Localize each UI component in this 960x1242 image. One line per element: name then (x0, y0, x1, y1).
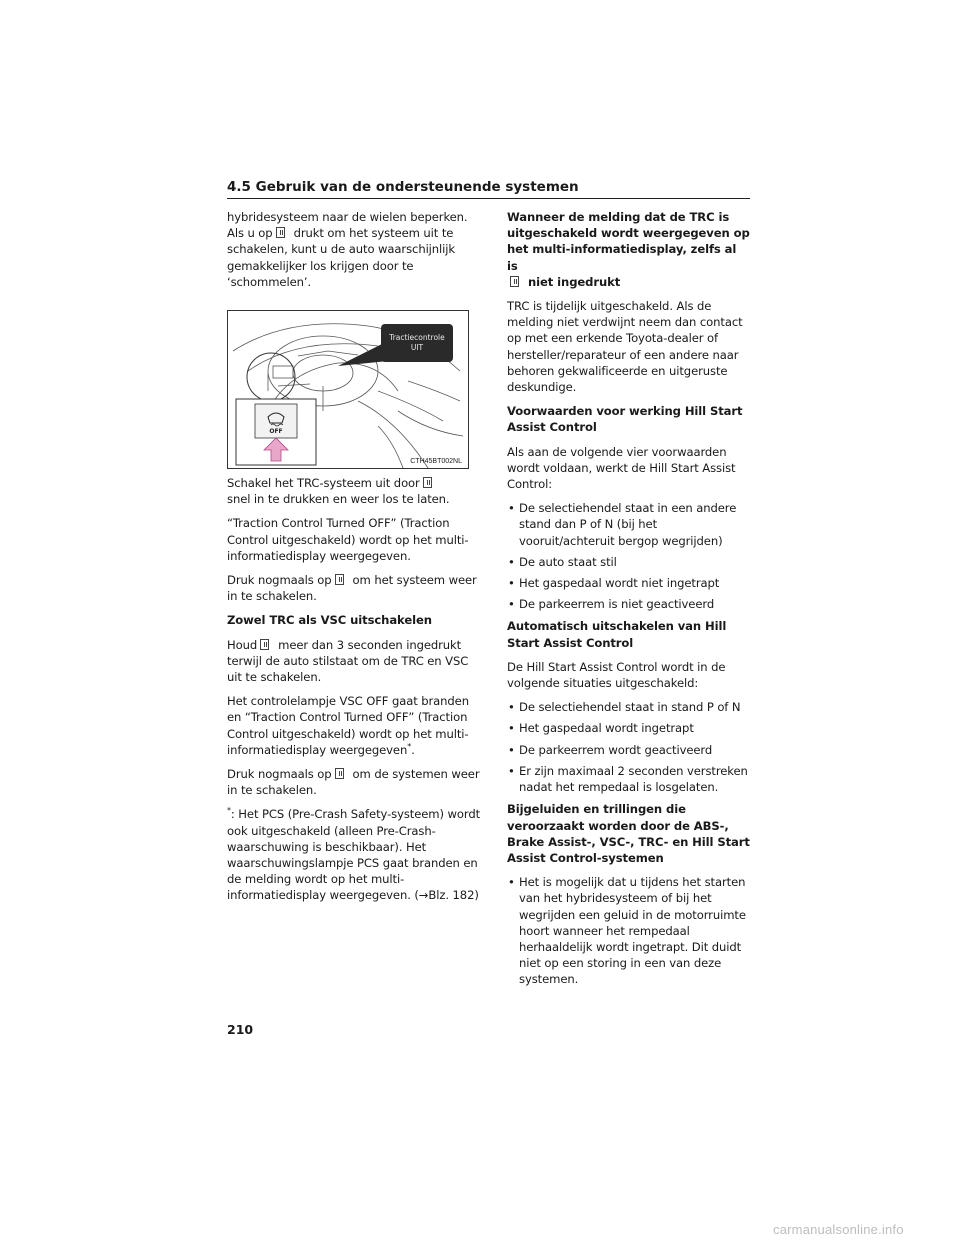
trc-off-button-icon (260, 639, 269, 650)
figure-code: CTH45BT002NL (410, 458, 462, 465)
bullet-list (507, 500, 750, 612)
trc-off-button-icon (423, 477, 432, 488)
subheading: Automatisch uitschakelen van Hill Start Assist Control (507, 619, 727, 650)
trc-off-button-icon (510, 276, 519, 287)
footnote: *: Het PCS (Pre-Crash Safety-systeem) wordt ook uitgeschakeld (alleen Pre-Crash-waarschuwing is beschikbaar). Het waarschuwingslampje PCS gaat branden en de melding wordt op het multi-informatiedisplay weergegeven. (→Blz. 182) (227, 806, 481, 903)
list-item: • De parkeerrem is niet geactiveerd (507, 596, 750, 612)
paragraph: TRC is tijdelijk uitgeschakeld. Als de melding niet verdwijnt neem dan contact op met een erkende Toyota-dealer of hersteller/reparateur of een andere naar behoren gekwalificeerde en uitgeruste deskundige. (507, 299, 743, 395)
list-item: • Het gaspedaal wordt niet ingetrapt (507, 575, 750, 591)
paragraph: Druk nogmaals op om de systemen weer in te schakelen. (227, 767, 480, 798)
left-column (227, 209, 482, 298)
bullet-list (507, 874, 750, 987)
bullet-list (507, 699, 750, 795)
trc-switch-illustration (227, 310, 469, 469)
paragraph: Druk nogmaals op om het systeem weer in te schakelen. (227, 573, 477, 604)
display-callout: Tractiecontrole UIT (381, 324, 453, 362)
right-column (507, 209, 750, 994)
page-number: 210 (227, 1022, 254, 1037)
subheading: Voorwaarden voor werking Hill Start Assist Control (507, 404, 743, 435)
trc-off-button-icon (335, 574, 344, 585)
list-item: • De parkeerrem wordt geactiveerd (507, 742, 750, 758)
paragraph: Houd meer dan 3 seconden ingedrukt terwijl de auto stilstaat om de TRC en VSC uit te schakelen. (227, 637, 469, 685)
list-item: • Het gaspedaal wordt ingetrapt (507, 720, 750, 736)
subheading: Zowel TRC als VSC uitschakelen (227, 613, 432, 628)
paragraph: Schakel het TRC-systeem uit door snel in te drukken en weer los te laten. (227, 476, 450, 507)
paragraph: hybridesysteem naar de wielen beperken. Als u op drukt om het systeem uit te schakelen, kunt u de auto waarschijnlijk gemakkelijker los krijgen door te ‘schommelen’. (227, 210, 468, 289)
list-item: • Er zijn maximaal 2 seconden verstreken nadat het rempedaal is losgelaten. (507, 763, 750, 795)
paragraph: “Traction Control Turned OFF” (Traction Control uitgeschakeld) wordt op het multi-informatiedisplay weergegeven. (227, 516, 469, 563)
footnote-marker: * (407, 741, 412, 751)
subheading: Bijgeluiden en trillingen die veroorzaakt worden door de ABS-, Brake Assist-, VSC-, TRC- en Hill Start Assist Control-systemen (507, 802, 750, 865)
paragraph: Het controlelampje VSC OFF gaat branden en “Traction Control Turned OFF” (Traction Control uitgeschakeld) wordt op het multi-informatiedisplay weergegeven*. (227, 694, 469, 757)
left-column-lower (227, 475, 482, 912)
section-header: 4.5 Gebruik van de ondersteunende systemen (227, 179, 750, 199)
switch-off-label: OFF (269, 428, 283, 435)
list-item: • De selectiehendel staat in stand P of N (507, 699, 750, 715)
paragraph: Als aan de volgende vier voorwaarden wordt voldaan, werkt de Hill Start Assist Control: (507, 444, 736, 492)
trc-off-button-icon (276, 227, 285, 238)
list-item: • Het is mogelijk dat u tijdens het starten van het hybridesysteem of bij het wegrijden een geluid in de motorruimte hoort wanneer het rempedaal herhaaldelijk wordt ingetrapt. Dit duidt niet op een storing in een van deze systemen. (507, 874, 750, 987)
subheading: Wanneer de melding dat de TRC is uitgeschakeld wordt weergegeven op het multi-informatiedisplay, zelfs al is niet ingedrukt (507, 210, 750, 289)
list-item: • De auto staat stil (507, 554, 750, 570)
watermark: carmanualsonline.info (773, 1222, 904, 1237)
paragraph: De Hill Start Assist Control wordt in de volgende situaties uitgeschakeld: (507, 659, 726, 691)
trc-off-button-icon (335, 768, 344, 779)
list-item: • De selectiehendel staat in een andere stand dan P of N (bij het vooruit/achteruit bergop wegrijden) (507, 500, 750, 549)
